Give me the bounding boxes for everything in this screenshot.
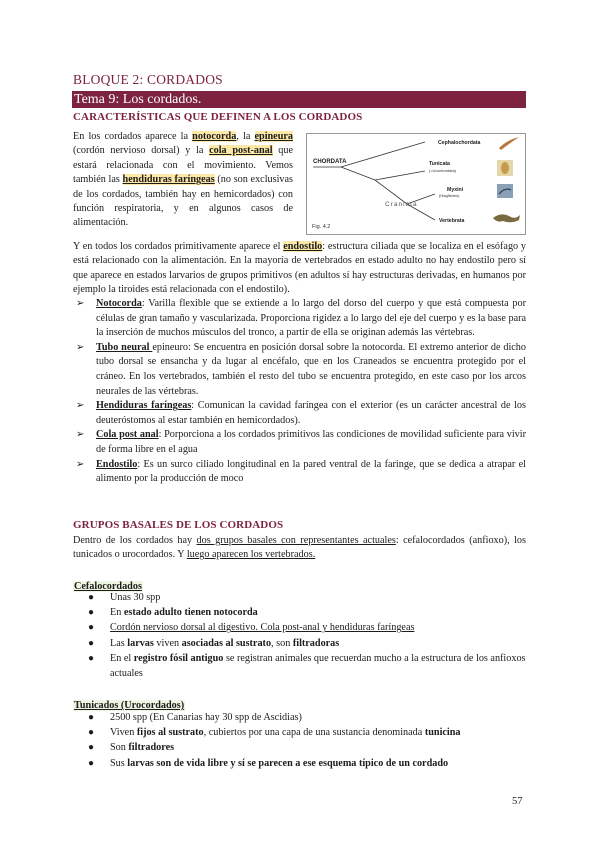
list-item: ● En el registro fósil antiguo se registran animales que recuerdan mucho a la estructura de los anfioxos actuales [88, 652, 526, 680]
bullet-icon: ● [88, 637, 95, 649]
taxon-cephalochordata: Cephalochordata [438, 140, 481, 146]
keyword-endostilo: endostilo [283, 241, 323, 252]
keyword-notocorda: notocorda [192, 131, 237, 142]
tunicados-list [73, 710, 526, 771]
keyword-epineura: epineura [254, 131, 293, 142]
list-item: ● Son filtradores [73, 740, 526, 755]
list-item: ➢ Notocorda: Varilla flexible que se extiende a lo largo del dorso del cuerpo y que está compuesta por células de gran tamaño y vascularizada. Proporciona rigidez a lo largo del eje del cuerpo y es la base para la inserción de muchos músculos del tronco, a partir de ella se originan además las vértebras. [76, 298, 526, 339]
figure-caption: Fig. 4.2 [312, 224, 331, 230]
lancelet-illustration [499, 137, 519, 150]
keyword-hendiduras: hendiduras faríngeas [122, 174, 215, 186]
arrow-bullet-icon: ➢ [76, 400, 85, 412]
list-item: ● Cordón nervioso dorsal al digestivo. Cola post-anal y hendiduras faríngeas [73, 620, 526, 635]
bullet-icon: ● [88, 742, 95, 754]
taxon-myxini: Myxini [447, 187, 464, 193]
list-item: ● Viven fijos al sustrato, cubiertos por una capa de una sustancia denominada tunicina [73, 725, 526, 740]
list-item: ➢ Hendiduras faríngeas: Comunican la cavidad faríngea con el exterior (es un carácter ancestral de los deuteróstomos al estar también en hemicordados). [76, 400, 526, 426]
lizard-illustration [493, 214, 520, 222]
arrow-bullet-icon: ➢ [76, 341, 85, 353]
taxon-tunicata-sub: (=Urochordata) [429, 168, 457, 173]
bullet-icon: ● [88, 712, 95, 723]
taxon-myxini-sub: (Hagfishes) [439, 193, 460, 198]
characteristics-list [76, 297, 526, 487]
subheading-cefalocordados: Cefalocordados [74, 581, 142, 592]
taxon-tunicata: Tunicata [429, 161, 450, 167]
topic-title: Tema 9: Los cordados. [74, 92, 202, 107]
arrow-bullet-icon: ➢ [76, 458, 85, 470]
bullet-icon: ● [88, 592, 95, 603]
list-item: ➢ Endostilo: Es un surco ciliado longitudinal en la pared ventral de la faringe, que se dedica a atrapar el alimento por la producción de moco [76, 458, 526, 485]
section-heading-basal-groups: GRUPOS BASALES DE LOS CORDADOS [73, 519, 284, 531]
list-item: ● Las larvas viven asociadas al sustrato, son filtradoras [73, 636, 526, 651]
taxon-vertebrata: Vertebrata [439, 218, 465, 224]
block-title: BLOQUE 2: CORDADOS [73, 72, 223, 87]
list-item: ➢ Cola post anal: Porporciona a los cordados primitivos las condiciones de movilidad suficiente para vivir de forma libre en el agua [76, 429, 526, 455]
arrow-bullet-icon: ➢ [76, 298, 85, 309]
clade-label-chordata: CHORDATA [313, 159, 347, 165]
bullet-icon: ● [88, 607, 95, 619]
hagfish-illustration [497, 184, 513, 198]
basal-groups-intro: Dentro de los cordados hay dos grupos basales con representantes actuales: cefalocordados (anfioxo), los tunicados o urocordados. Y luego aparecen los vertebrados. [73, 535, 526, 561]
page-number: 57 [512, 796, 523, 807]
intro-paragraph: En los cordados aparece la notocorda, la epineura (cordón nervioso dorsal) y la cola post-anal que estará relacionada con el movimiento. Vemos también las hendiduras faríngeas (no son exclusivas de los cordados, también hay en hemicordados) con función respiratoria, y en algunos casos de alimentación. [73, 131, 293, 229]
bullet-icon: ● [88, 727, 95, 739]
bullet-icon: ● [88, 757, 95, 769]
phylogeny-tree [307, 134, 525, 234]
cefalocordados-list [73, 590, 526, 681]
subheading-tunicados: Tunicados (Urocordados) [74, 700, 185, 711]
tunicate-illustration [497, 160, 513, 176]
list-item: ● En estado adulto tienen notocorda [73, 605, 526, 620]
endostilo-paragraph: Y en todos los cordados primitivamente aparece el endostilo: estructura ciliada que se localiza en el esófago y está relacionado con la alimentación. En la mayoría de vertebrados en estado adulto no hay endostilo pero sí que aparece en estados larvarios de grupos primitivos (en adultos sí hay estructuras derivadas, en humanos por ejemplo la tiroides está relacionada con el endostilo). [73, 241, 526, 296]
list-item: ● Unas 30 spp [73, 590, 526, 605]
keyword-cola-post-anal: cola post-anal [209, 145, 273, 157]
section-heading-characteristics: CARACTERÍSTICAS QUE DEFINEN A LOS CORDADOS [73, 111, 363, 123]
phylogeny-figure [306, 133, 526, 235]
list-item: ● Sus larvas son de vida libre y sí se parecen a ese esquema típico de un cordado [73, 756, 526, 771]
list-item: ➢ Tubo neural epineuro: Se encuentra en posición dorsal sobre la notocorda. El extremo anterior de dicho tubo dorsal se ensancha y da lugar al encéfalo, que en los Craneados se encuentra protegido por el cráneo. En los vertebrados, también el resto del tubo se encuentra protegido, en este caso por los arcos neurales de las vértebras. [76, 341, 526, 397]
bullet-icon: ● [88, 652, 95, 664]
list-item: ● 2500 spp (En Canarias hay 30 spp de Ascidias) [73, 710, 526, 725]
bullet-icon: ● [88, 622, 95, 634]
arrow-bullet-icon: ➢ [76, 429, 85, 441]
clade-label-craniata: Craniata [385, 201, 418, 208]
